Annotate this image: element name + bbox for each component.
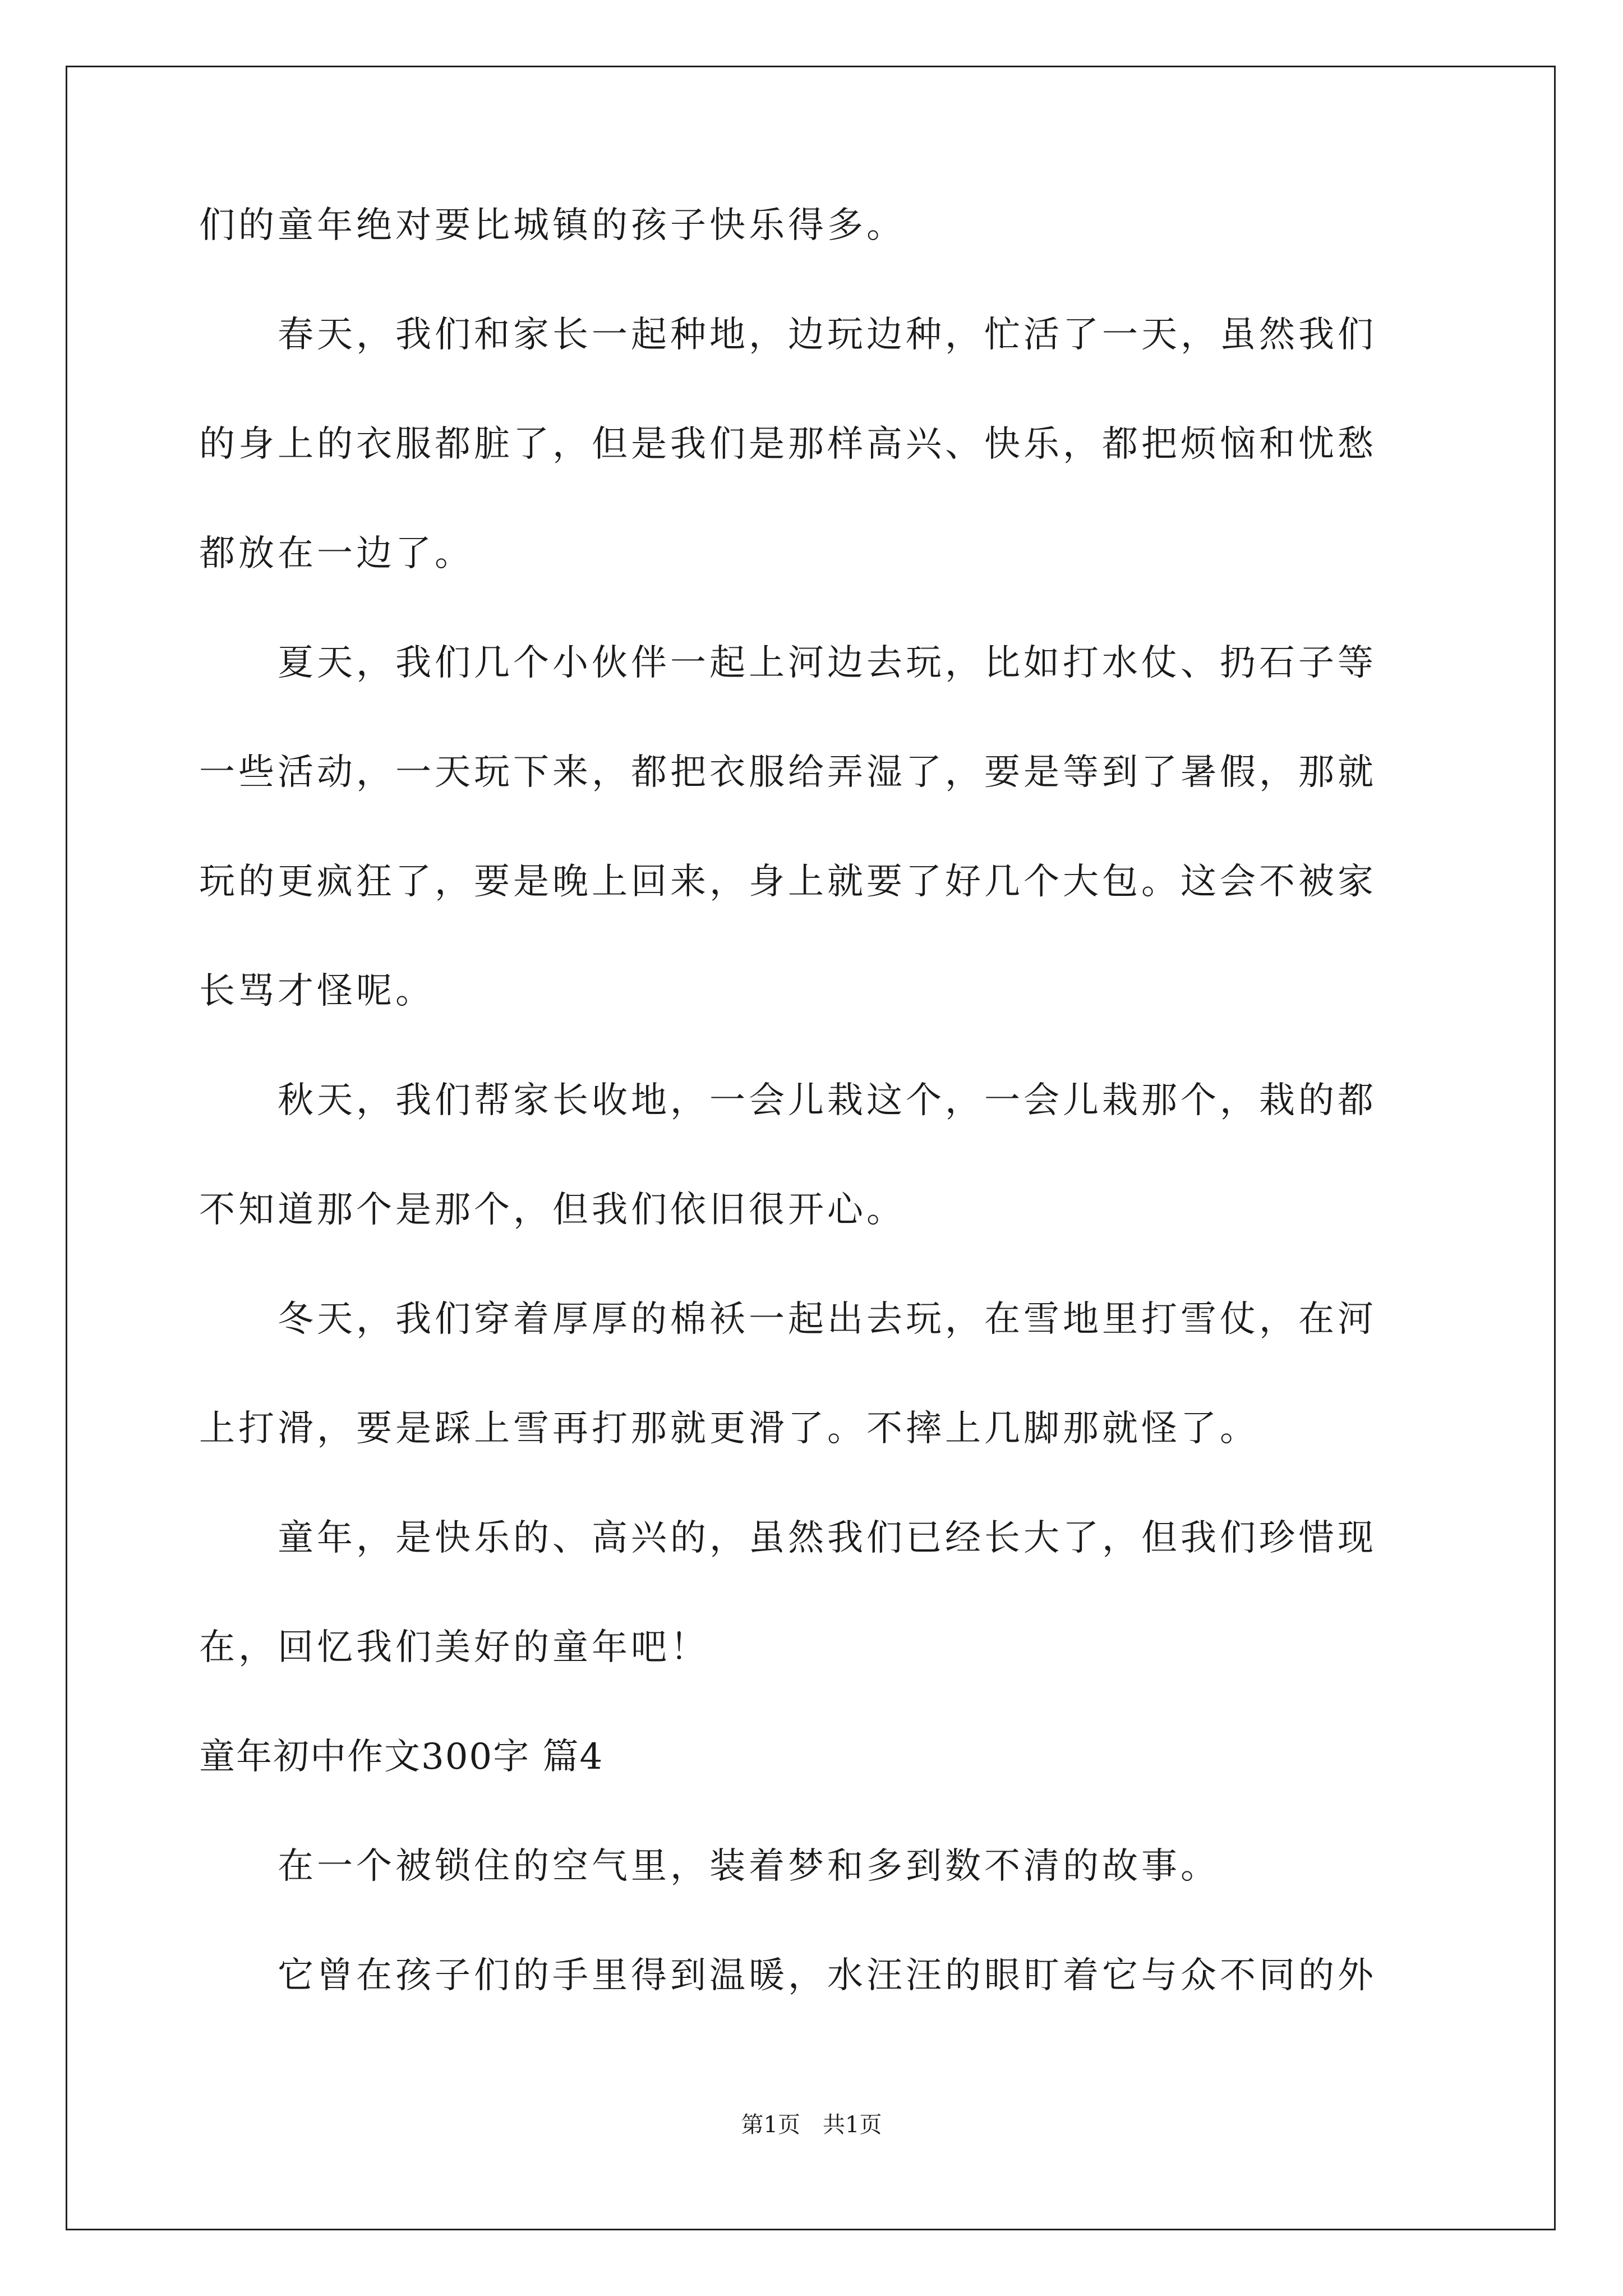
text-line: 在，回忆我们美好的童年吧！	[199, 1627, 709, 1668]
text-line: 秋天，我们帮家长收地，一会儿栽这个，一会儿栽那个，栽的都	[199, 1080, 1377, 1121]
text-line: 都放在一边了。	[199, 533, 474, 574]
page-border	[66, 66, 1556, 2230]
section-heading: 童年初中作文300字 篇4	[199, 1736, 604, 1778]
text-line: 一些活动，一天玩下来，都把衣服给弄湿了，要是等到了暑假，那就	[199, 752, 1377, 793]
text-line: 冬天，我们穿着厚厚的棉袄一起出去玩，在雪地里打雪仗，在河	[199, 1299, 1377, 1340]
text-line: 上打滑，要是踩上雪再打那就更滑了。不摔上几脚那就怪了。	[199, 1408, 1259, 1450]
text-line: 童年，是快乐的、高兴的，虽然我们已经长大了，但我们珍惜现	[199, 1517, 1377, 1559]
text-line: 在一个被锁住的空气里，装着梦和多到数不清的故事。	[199, 1846, 1220, 1887]
text-line: 的身上的衣服都脏了，但是我们是那样高兴、快乐，都把烦恼和忧愁	[199, 424, 1377, 465]
text-line: 不知道那个是那个，但我们依旧很开心。	[199, 1189, 906, 1231]
text-line: 夏天，我们几个小伙伴一起上河边去玩，比如打水仗、扔石子等	[199, 642, 1377, 684]
text-line: 玩的更疯狂了，要是晚上回来，身上就要了好几个大包。这会不被家	[199, 861, 1377, 903]
page-footer: 第1页 共1页	[741, 2112, 882, 2138]
text-line: 长骂才怪呢。	[199, 970, 435, 1012]
text-line: 春天，我们和家长一起种地，边玩边种，忙活了一天，虽然我们	[199, 314, 1377, 356]
text-line: 们的童年绝对要比城镇的孩子快乐得多。	[199, 205, 906, 246]
text-line: 它曾在孩子们的手里得到温暖，水汪汪的眼盯着它与众不同的外	[199, 1955, 1377, 1996]
